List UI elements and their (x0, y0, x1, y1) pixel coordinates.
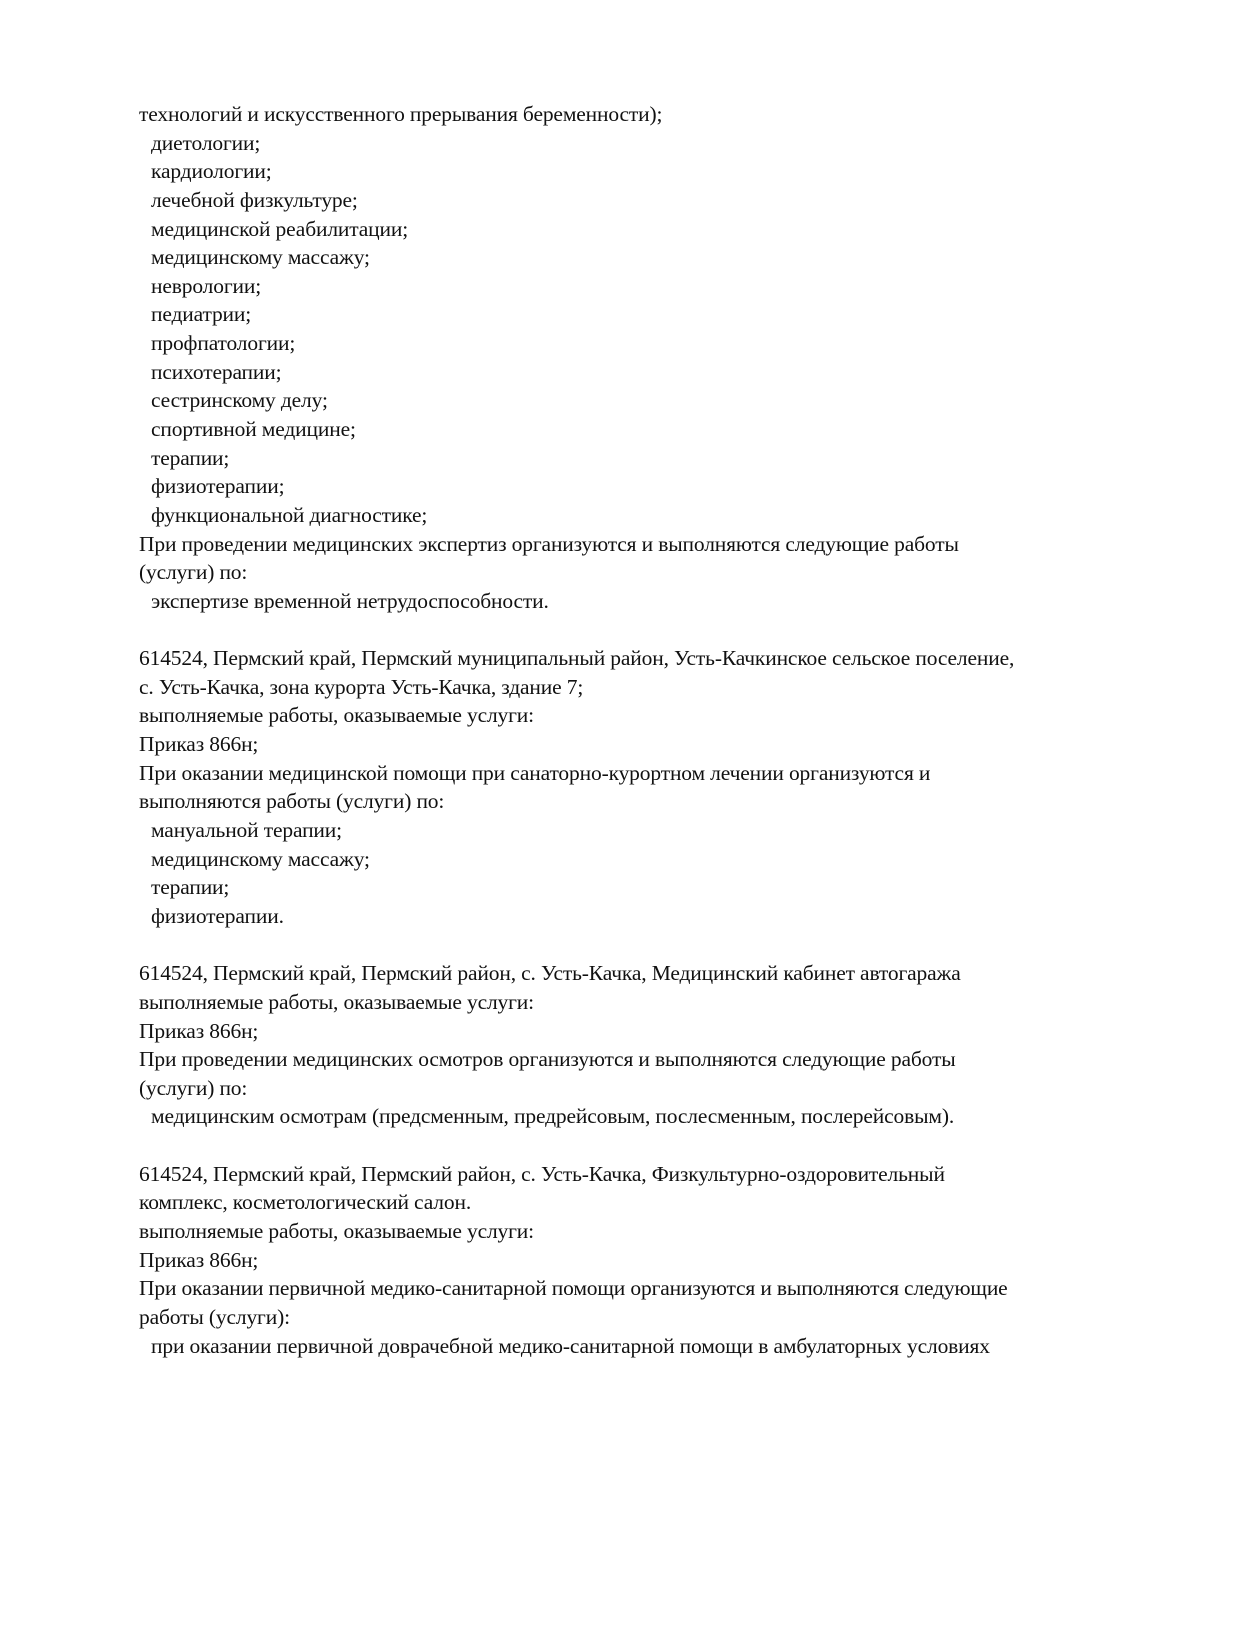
order-reference: Приказ 866н; (139, 732, 259, 757)
section-heading: выполняются работы (услуги) по: (139, 789, 445, 814)
list-item: сестринскому делу; (151, 388, 328, 413)
text-line: технологий и искусственного прерывания беременности); (139, 102, 663, 126)
list-item: терапии; (151, 875, 230, 900)
list-item: функциональной диагностике; (151, 502, 428, 527)
section-heading: При проведении медицинских осмотров организуются и выполняются следующие работы (139, 1047, 956, 1072)
section-heading: При проведении медицинских экспертиз организуются и выполняются следующие работы (139, 531, 959, 556)
list-item: медицинскому массажу; (151, 245, 370, 270)
section1-services-list (139, 129, 1159, 530)
site-address: 614524, Пермский край, Пермский район, с. Усть-Качка, Медицинский кабинет автогаража (139, 961, 961, 986)
section-heading: (услуги) по: (139, 1075, 248, 1100)
services-label: выполняемые работы, оказываемые услуги: (139, 1218, 534, 1243)
list-item: профпатологии; (151, 331, 296, 356)
list-item: кардиологии; (151, 159, 272, 184)
site-block-2 (139, 959, 1159, 1131)
list-item: диетологии; (151, 130, 261, 155)
services-label: выполняемые работы, оказываемые услуги: (139, 989, 534, 1014)
list-item: экспертизе временной нетрудоспособности. (151, 588, 549, 613)
list-item: мануальной терапии; (151, 818, 342, 843)
paragraph-gap (139, 616, 1159, 645)
list-item: педиатрии; (151, 302, 252, 327)
services-label: выполняемые работы, оказываемые услуги: (139, 703, 534, 728)
list-item: неврологии; (151, 273, 262, 298)
order-reference: Приказ 866н; (139, 1018, 259, 1043)
order-reference: Приказ 866н; (139, 1247, 259, 1272)
list-item: лечебной физкультуре; (151, 187, 358, 212)
section-heading: При оказании первичной медико-санитарной помощи организуются и выполняются следующие (139, 1276, 1008, 1301)
list-item: физиотерапии. (151, 903, 284, 928)
site-address: 614524, Пермский край, Пермский муниципальный район, Усть-Качкинское сельское поселение, (139, 646, 1015, 671)
list-item: спортивной медицине; (151, 417, 356, 442)
list-item: медицинским осмотрам (предсменным, предрейсовым, послесменным, послерейсовым). (151, 1104, 955, 1129)
paragraph-gap (139, 1131, 1159, 1160)
paragraph-gap (139, 931, 1159, 960)
list-item: психотерапии; (151, 359, 282, 384)
site-address: 614524, Пермский край, Пермский район, с. Усть-Качка, Физкультурно-оздоровительный (139, 1161, 945, 1186)
list-item: терапии; (151, 445, 230, 470)
document-page (139, 100, 1159, 1360)
section-heading: (услуги) по: (139, 560, 248, 585)
site-block-3 (139, 1160, 1159, 1360)
section-heading: При оказании медицинской помощи при санаторно-курортном лечении организуются и (139, 760, 931, 785)
site-address: с. Усть-Качка, зона курорта Усть-Качка, здание 7; (139, 674, 584, 699)
list-item: физиотерапии; (151, 474, 285, 499)
site-address: комплекс, косметологический салон. (139, 1190, 472, 1215)
section-heading: работы (услуги): (139, 1304, 290, 1329)
list-item: медицинской реабилитации; (151, 216, 409, 241)
list-item: при оказании первичной доврачебной медико-санитарной помощи в амбулаторных условиях (151, 1333, 990, 1358)
section1-expertise (139, 530, 1159, 616)
list-item: медицинскому массажу; (151, 846, 370, 871)
site-block-1 (139, 644, 1159, 930)
